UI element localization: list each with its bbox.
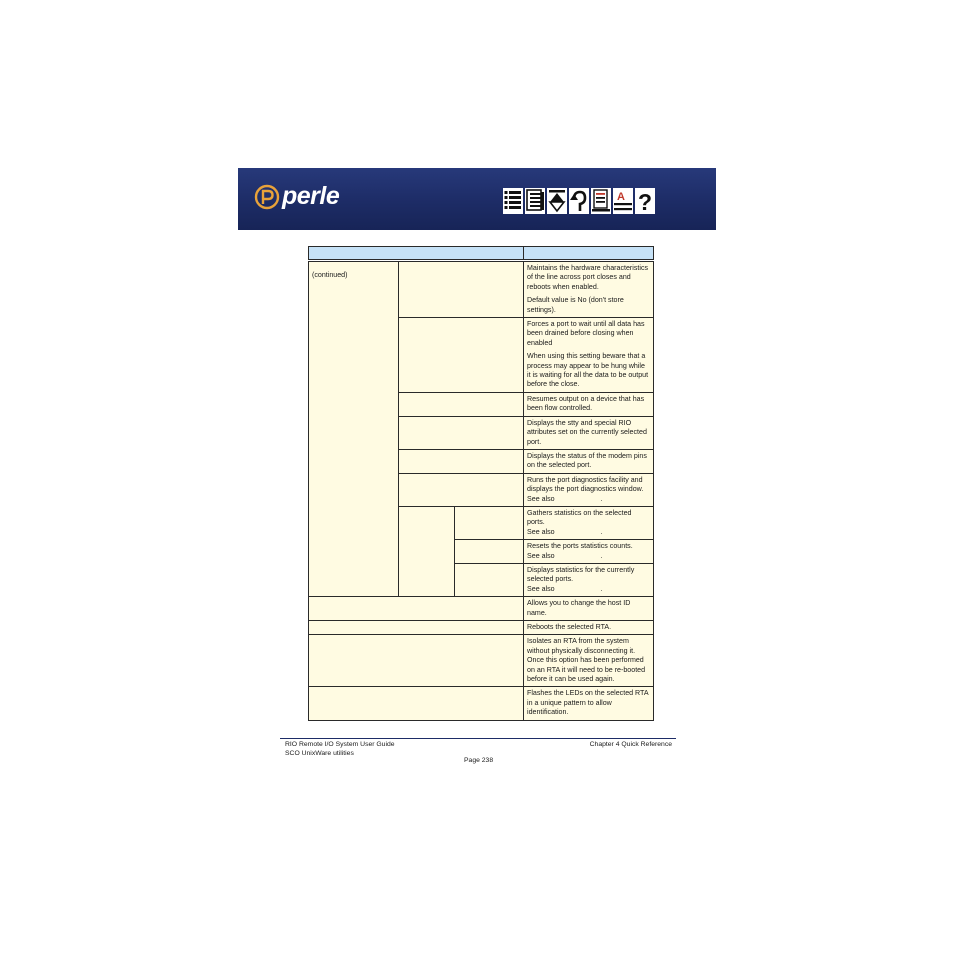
option-cell: [309, 597, 524, 621]
see-also-text: See also: [527, 551, 555, 560]
footer-section-title: SCO UnixWare utilities: [285, 750, 354, 757]
description-text: Isolates an RTA from the system without physically disconnecting it. Once this option has been performed on an RTA it will need to be re-booted before it can be used again.: [527, 637, 646, 684]
group-cell: [309, 261, 399, 597]
description-text: [527, 476, 650, 504]
description-sentence: Resets the ports statistics counts.: [527, 542, 633, 551]
option-cell: [399, 416, 524, 449]
description-text: When using this setting beware that a process may appear to be hung while it is waiting for all the data to be output before the close.: [527, 352, 649, 389]
description-text: Displays the stty and special RIO attributes set on the currently selected port.: [527, 418, 647, 446]
table-header-row: [309, 247, 654, 261]
description-cell: [524, 318, 654, 393]
svg-text:?: ?: [638, 189, 653, 214]
table-row: [309, 261, 654, 318]
see-also-text: See also: [527, 494, 555, 503]
description-text: Flashes the LEDs on the selected RTA in a unique pattern to allow identification.: [527, 689, 649, 717]
perle-logo-icon: [254, 184, 280, 215]
subgroup-cell: [399, 506, 455, 596]
footer-page-number: Page 238: [464, 757, 494, 764]
font-icon[interactable]: [613, 188, 633, 214]
description-sentence: Gathers statistics on the selected ports.: [527, 508, 632, 527]
description-text: Forces a port to wait until all data has been drained before closing when enabled: [527, 320, 645, 347]
table-row: [309, 621, 654, 635]
description-cell: [524, 540, 654, 564]
description-text: Allows you to change the host ID name.: [527, 599, 631, 617]
description-text: [527, 566, 650, 594]
option-cell: [399, 473, 524, 506]
top-icon[interactable]: [547, 188, 567, 214]
header-banner: [238, 168, 716, 230]
description-cell: [524, 261, 654, 318]
option-cell: [399, 392, 524, 416]
footer-guide-title: RIO Remote I/O System User Guide: [285, 741, 395, 748]
option-cell: [309, 635, 524, 687]
back-icon[interactable]: [569, 188, 589, 214]
description-text: Resumes output on a device that has been flow controlled.: [527, 394, 645, 413]
group-label: (continued): [312, 271, 348, 279]
description-text: [527, 509, 650, 537]
glossary-icon[interactable]: [591, 188, 611, 214]
description-cell: [524, 621, 654, 635]
see-also-text: See also: [527, 527, 555, 536]
option-cell: [455, 506, 524, 539]
footer-divider: [280, 738, 676, 739]
description-sentence: Displays statistics for the currently selected ports.: [527, 565, 635, 584]
see-also-period: .: [600, 527, 603, 536]
description-cell: [524, 506, 654, 539]
description-cell: [524, 687, 654, 720]
description-text: Maintains the hardware characteristics of the line across port closes and reboots when enabled.: [527, 264, 649, 291]
description-cell: [524, 416, 654, 449]
see-also-period: .: [600, 494, 603, 503]
option-cell: [455, 563, 524, 596]
option-cell: [399, 449, 524, 473]
brand-name: perle: [282, 182, 340, 210]
description-text: [527, 542, 650, 561]
description-cell: [524, 473, 654, 506]
option-cell: [309, 621, 524, 635]
svg-text:A: A: [617, 191, 625, 203]
nav-toolbar: [503, 188, 655, 214]
description-text: Displays the status of the modem pins on the selected port.: [527, 451, 647, 470]
option-cell: [309, 687, 524, 720]
footer-chapter: Chapter 4 Quick Reference: [589, 741, 672, 748]
description-cell: [524, 563, 654, 596]
option-cell: [399, 261, 524, 318]
description-text: Reboots the selected RTA.: [527, 623, 612, 631]
see-also-period: .: [600, 551, 603, 560]
see-also-period: .: [600, 584, 603, 593]
quick-reference-table: [308, 246, 654, 721]
table-row: [309, 597, 654, 621]
header-cell-option: [309, 247, 524, 261]
table-row: [309, 635, 654, 687]
description-cell: [524, 449, 654, 473]
description-text: Default value is No (don't store settings).: [527, 296, 624, 314]
option-cell: [455, 540, 524, 564]
header-cell-description: [524, 247, 654, 261]
description-sentence: Runs the port diagnostics facility and displays the port diagnostics window.: [527, 475, 644, 494]
index-icon[interactable]: [525, 188, 545, 214]
see-also-text: See also: [527, 584, 555, 593]
contents-icon[interactable]: [503, 188, 523, 214]
help-icon[interactable]: [635, 188, 655, 214]
table-row: [309, 687, 654, 720]
description-cell: [524, 392, 654, 416]
description-cell: [524, 635, 654, 687]
option-cell: [399, 318, 524, 393]
description-cell: [524, 597, 654, 621]
